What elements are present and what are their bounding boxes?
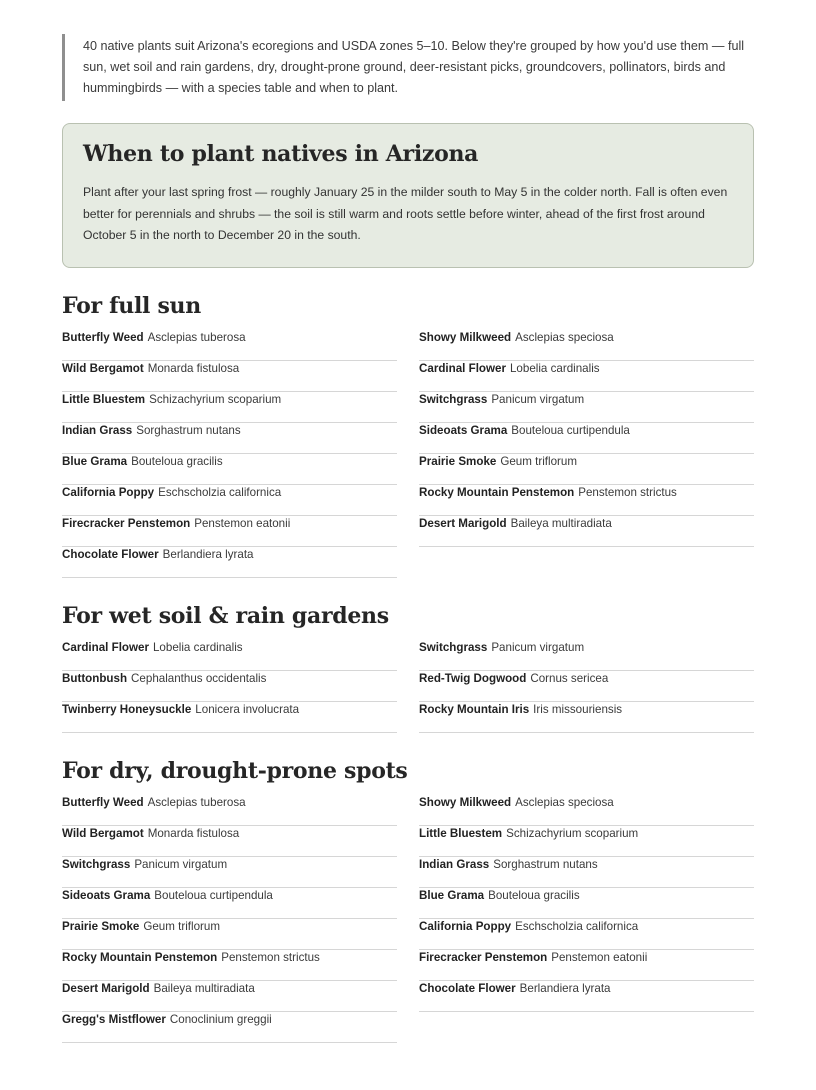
plant-common-name: Wild Bergamot xyxy=(62,361,144,375)
plant-row xyxy=(62,950,397,981)
plant-scientific-name: Lobelia cardinalis xyxy=(152,640,243,654)
plant-scientific-name: Monarda fistulosa xyxy=(147,826,240,840)
plant-common-name: Blue Grama xyxy=(419,888,485,902)
plant-common-name: California Poppy xyxy=(62,485,155,499)
plant-row xyxy=(419,981,754,1012)
plant-column-left xyxy=(62,330,397,578)
plant-scientific-name: Panicum virgatum xyxy=(491,392,585,406)
plant-common-name: Indian Grass xyxy=(419,857,490,871)
plant-common-name: Cardinal Flower xyxy=(62,640,149,654)
plant-common-name: Rocky Mountain Penstemon xyxy=(62,950,218,964)
plant-common-name: Cardinal Flower xyxy=(419,361,506,375)
plant-common-name: Switchgrass xyxy=(62,857,131,871)
plant-common-name: Showy Milkweed xyxy=(419,795,512,809)
plant-common-name: Desert Marigold xyxy=(62,981,150,995)
planting-time-callout xyxy=(62,123,754,268)
plant-scientific-name: Asclepias speciosa xyxy=(515,795,614,809)
plant-row xyxy=(419,392,754,423)
plant-scientific-name: Penstemon eatonii xyxy=(194,516,291,530)
plant-scientific-name: Lonicera involucrata xyxy=(195,702,300,716)
plant-column-right xyxy=(419,330,754,578)
plant-row xyxy=(419,516,754,547)
plant-row xyxy=(62,485,397,516)
plant-row xyxy=(62,795,397,826)
plant-scientific-name: Panicum virgatum xyxy=(491,640,585,654)
plant-list xyxy=(62,795,754,1043)
section-full-sun xyxy=(62,292,754,578)
plant-row xyxy=(62,516,397,547)
plant-scientific-name: Sorghastrum nutans xyxy=(493,857,598,871)
plant-common-name: Butterfly Weed xyxy=(62,330,144,344)
plant-common-name: Twinberry Honeysuckle xyxy=(62,702,192,716)
plant-list xyxy=(62,640,754,733)
plant-scientific-name: Bouteloua curtipendula xyxy=(511,423,630,437)
section-wet-soil xyxy=(62,602,754,733)
plant-scientific-name: Asclepias tuberosa xyxy=(147,330,246,344)
plant-scientific-name: Cornus sericea xyxy=(530,671,609,685)
intro-text: 40 native plants suit Arizona's ecoregions and USDA zones 5–10. Below they're grouped by how you'd use them — full sun, wet soil and rain gardens, dry, drought-prone ground, deer-resistant picks, groundcovers, pollinators, birds and hummingbirds — with a species table and when to plant. xyxy=(83,39,745,95)
plant-common-name: Sideoats Grama xyxy=(419,423,508,437)
plant-common-name: Showy Milkweed xyxy=(419,330,512,344)
plant-scientific-name: Penstemon strictus xyxy=(578,485,677,499)
plant-scientific-name: Monarda fistulosa xyxy=(147,361,240,375)
plant-row xyxy=(419,702,754,733)
plant-common-name: Chocolate Flower xyxy=(419,981,516,995)
plant-row xyxy=(419,888,754,919)
plant-row xyxy=(62,702,397,733)
callout-title: When to plant natives in Arizona xyxy=(83,141,479,167)
plant-row xyxy=(62,919,397,950)
plant-row xyxy=(419,485,754,516)
plant-scientific-name: Berlandiera lyrata xyxy=(162,547,254,561)
plant-row xyxy=(419,330,754,361)
plant-row xyxy=(419,640,754,671)
plant-scientific-name: Conoclinium greggii xyxy=(169,1012,272,1026)
plant-scientific-name: Bouteloua curtipendula xyxy=(154,888,273,902)
plant-row xyxy=(62,361,397,392)
intro-blockquote xyxy=(62,34,754,101)
plant-scientific-name: Eschscholzia californica xyxy=(158,485,282,499)
plant-common-name: Switchgrass xyxy=(419,392,488,406)
section-title: For wet soil & rain gardens xyxy=(62,602,389,629)
plant-row xyxy=(62,826,397,857)
plant-common-name: Wild Bergamot xyxy=(62,826,144,840)
plant-scientific-name: Penstemon strictus xyxy=(221,950,320,964)
plant-common-name: Butterfly Weed xyxy=(62,795,144,809)
plant-row xyxy=(419,671,754,702)
callout-body: Plant after your last spring frost — roughly January 25 in the milder south to May 5 in the colder north. Fall is often even better for perennials and shrubs — the soil is still warm and roots settle before winter, ahead of the first frost around October 5 in the north to December 20 in the south. xyxy=(83,185,728,242)
plant-common-name: Red-Twig Dogwood xyxy=(419,671,527,685)
plant-scientific-name: Lobelia cardinalis xyxy=(509,361,600,375)
plant-row xyxy=(62,981,397,1012)
plant-common-name: Gregg's Mistflower xyxy=(62,1012,166,1026)
plant-column-left xyxy=(62,640,397,733)
plant-common-name: Firecracker Penstemon xyxy=(419,950,548,964)
plant-row xyxy=(62,671,397,702)
plant-row xyxy=(62,857,397,888)
plant-row xyxy=(62,392,397,423)
plant-common-name: Buttonbush xyxy=(62,671,128,685)
plant-common-name: Little Bluestem xyxy=(419,826,503,840)
plant-row xyxy=(419,919,754,950)
plant-scientific-name: Cephalanthus occidentalis xyxy=(131,671,267,685)
plant-row xyxy=(419,361,754,392)
plant-scientific-name: Schizachyrium scoparium xyxy=(506,826,639,840)
plant-common-name: Indian Grass xyxy=(62,423,133,437)
plant-scientific-name: Bouteloua gracilis xyxy=(488,888,580,902)
plant-row xyxy=(419,795,754,826)
plant-row xyxy=(62,888,397,919)
plant-row xyxy=(419,950,754,981)
plant-column-right xyxy=(419,640,754,733)
plant-scientific-name: Eschscholzia californica xyxy=(515,919,639,933)
plant-scientific-name: Asclepias tuberosa xyxy=(147,795,246,809)
plant-common-name: Blue Grama xyxy=(62,454,128,468)
plant-scientific-name: Baileya multiradiata xyxy=(153,981,255,995)
section-dry-spots xyxy=(62,757,754,1043)
plant-scientific-name: Berlandiera lyrata xyxy=(519,981,611,995)
plant-column-left xyxy=(62,795,397,1043)
plant-common-name: Desert Marigold xyxy=(419,516,507,530)
plant-scientific-name: Geum triflorum xyxy=(500,454,578,468)
plant-row xyxy=(62,454,397,485)
plant-row xyxy=(62,423,397,454)
plant-scientific-name: Bouteloua gracilis xyxy=(131,454,223,468)
plant-scientific-name: Penstemon eatonii xyxy=(551,950,648,964)
plant-common-name: Prairie Smoke xyxy=(419,454,497,468)
plant-row xyxy=(62,640,397,671)
plant-common-name: California Poppy xyxy=(419,919,512,933)
plant-scientific-name: Schizachyrium scoparium xyxy=(149,392,282,406)
plant-common-name: Rocky Mountain Penstemon xyxy=(419,485,575,499)
plant-row xyxy=(62,547,397,578)
plant-common-name: Chocolate Flower xyxy=(62,547,159,561)
plant-row xyxy=(419,826,754,857)
plant-scientific-name: Geum triflorum xyxy=(143,919,221,933)
article xyxy=(0,34,816,1043)
plant-list xyxy=(62,330,754,578)
plant-scientific-name: Sorghastrum nutans xyxy=(136,423,241,437)
section-title: For dry, drought-prone spots xyxy=(62,757,408,784)
plant-row xyxy=(419,423,754,454)
plant-common-name: Switchgrass xyxy=(419,640,488,654)
plant-common-name: Rocky Mountain Iris xyxy=(419,702,530,716)
plant-row xyxy=(419,454,754,485)
plant-scientific-name: Panicum virgatum xyxy=(134,857,228,871)
plant-scientific-name: Baileya multiradiata xyxy=(510,516,612,530)
plant-column-right xyxy=(419,795,754,1043)
plant-common-name: Firecracker Penstemon xyxy=(62,516,191,530)
section-title: For full sun xyxy=(62,292,201,319)
plant-row xyxy=(62,1012,397,1043)
plant-row xyxy=(419,857,754,888)
plant-common-name: Sideoats Grama xyxy=(62,888,151,902)
plant-scientific-name: Asclepias speciosa xyxy=(515,330,614,344)
plant-scientific-name: Iris missouriensis xyxy=(533,702,623,716)
plant-common-name: Prairie Smoke xyxy=(62,919,140,933)
plant-row xyxy=(62,330,397,361)
plant-common-name: Little Bluestem xyxy=(62,392,146,406)
